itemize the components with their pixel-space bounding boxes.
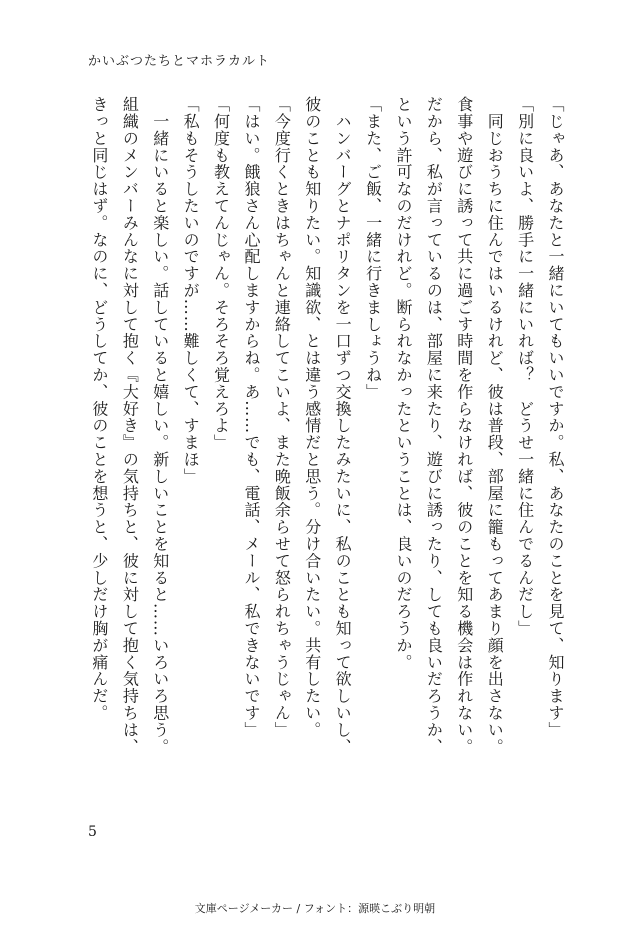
footer-credit: 文庫ページメーカー / フォント：源暎こぶり明朝 — [194, 902, 436, 915]
text-line: だから、私が言っているのは、部屋に来たり、遊びに誘ったり、しても良いだろうか、 — [424, 96, 444, 756]
text-line: 「はい。餓狼さん心配しますからね。あ……でも、電話、メール、私できないです」 — [241, 96, 261, 739]
text-line: 同じおうちに住んではいるけれど、彼は普段、部屋に籠もってあまり顔を出さない。 — [485, 96, 505, 756]
text-line: 「じゃあ、あなたと一緒にいてもいいですか。私、あなたのことを見て、知ります」 — [546, 96, 565, 739]
text-line: という許可なのだけれど。断られなかったということは、良いのだろうか。 — [393, 96, 413, 671]
text-line: ハンバーグとナポリタンを一口ずつ交換したみたいに、私のことも知って欲しいし、 — [333, 96, 353, 756]
text-line: 組織のメンバーみんなに対して抱く『大好き』の気持ちと、彼に対して抱く気持ちは、 — [120, 96, 140, 756]
text-line: 「今度行くときはちゃんと連絡してこいよ、また晩飯余らせて怒られちゃうじゃん」 — [272, 96, 292, 739]
text-line: 食事や遊びに誘って共に過ごす時間を作らなければ、彼のことを知る機会は作れない。 — [454, 96, 474, 756]
body-text — [78, 96, 570, 776]
text-line: 「また、ご飯、一緒に行きましょうね」 — [363, 96, 383, 401]
text-line: きっと同じはず。なのに、どうしてか、彼のことを想うと、少しだけ胸が痛んだ。 — [89, 96, 109, 722]
page-number: 5 — [88, 824, 97, 840]
text-line: 「別に良いよ、勝手に一緒にいれば？ どうせ一緒に住んでるんだし」 — [515, 96, 535, 637]
text-line: 彼のことも知りたい。知識欲、とは違う感情だと思う。分け合いたい。共有したい。 — [302, 96, 322, 739]
text-line: 一緒にいると楽しい。話していると嬉しい。新しいことを知ると……いろいろ思う。 — [150, 96, 170, 756]
text-line: 「私もそうしたいのですが……難しくて、すまほ」 — [181, 96, 201, 485]
text-line: 「何度も教えてんじゃん。そろそろ覚えろよ」 — [211, 96, 231, 451]
running-header: かいぶつたちとマホラカルト — [88, 54, 271, 69]
